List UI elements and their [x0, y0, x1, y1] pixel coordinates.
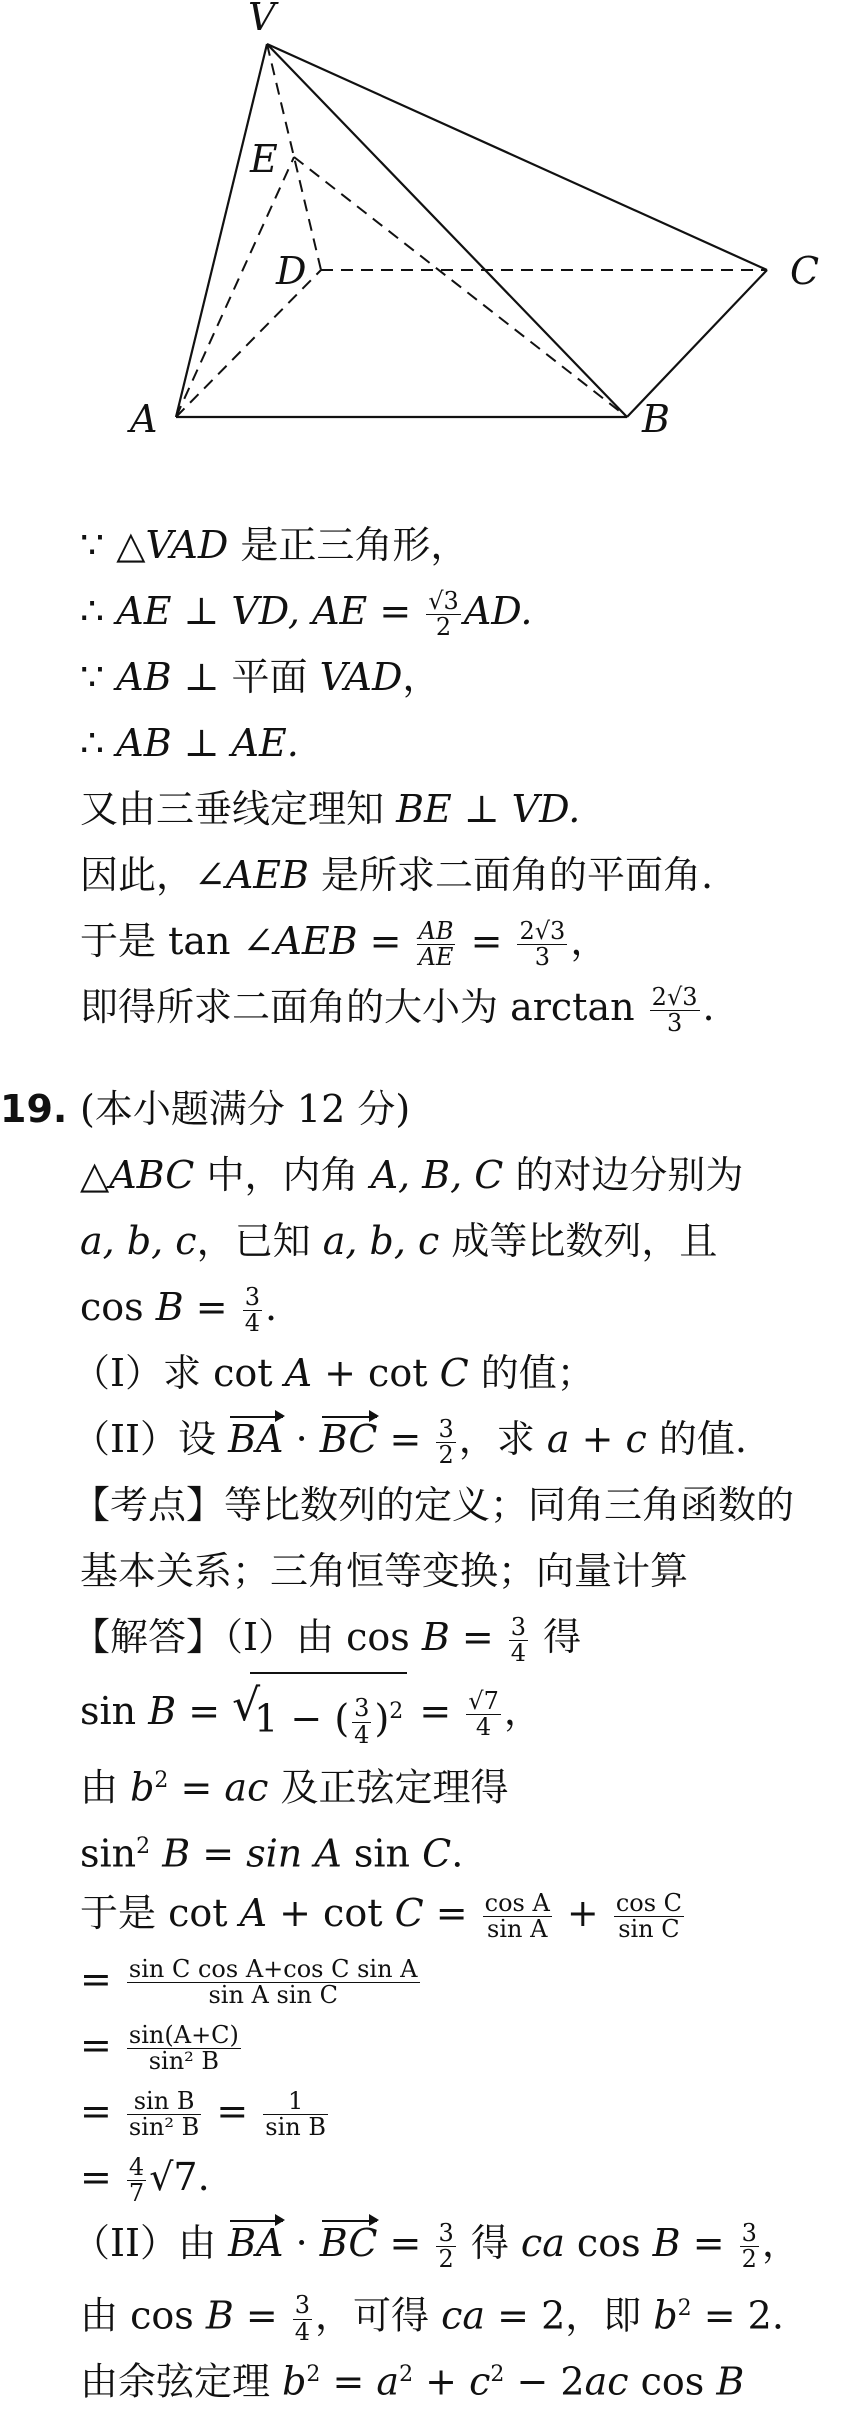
label-A: A	[130, 397, 158, 441]
proof-line-5: 又由三垂线定理知 BE ⊥ VD.	[80, 787, 581, 831]
vector-BA: BA	[228, 2212, 283, 2274]
knowledge-point-2: 基本关系；三角恒等变换；向量计算	[80, 1549, 689, 1593]
question-part-2: （II）设 BA · BC = $\frac{3}{2}$ ，求 a + c 的值.	[72, 1408, 747, 1470]
label-D: D	[276, 249, 307, 293]
answer-line-6: = $\frac{\text{sin C cos A+cos C sin A}}{\text{sin A sin C}}$	[80, 1954, 418, 2009]
proof-line-2: ∴ AE ⊥ VD, AE = $\frac{√3}{2}$ AD.	[80, 586, 533, 641]
proof-line-1: ∵ △VAD 是正三角形，	[80, 523, 469, 567]
vector-BC: BC	[320, 1408, 378, 1470]
knowledge-point-1: 【考点】等比数列的定义；同角三角函数的	[72, 1483, 795, 1527]
question-stem-3: cos B = $\frac{3}{4}$ .	[80, 1282, 278, 1337]
fraction: $\frac{√3}{2}$	[428, 586, 459, 641]
edge-VA	[176, 44, 267, 417]
answer-line-11: 由 cos B = $\frac{3}{4}$ ，可得 ca = 2，即 $b^2 = 2$.	[80, 2291, 784, 2346]
answer-line-5: 于是 cot A + cot C = $\frac{\text{cos A}}{\text{sin A}}$ + $\frac{\text{cos C}}{\text{sin C}}$	[80, 1888, 683, 1943]
label-B: B	[642, 397, 670, 441]
answer-line-9: = $\frac{4}{7}$ √7.	[80, 2152, 210, 2207]
answer-line-8: = $\frac{\text{sin B}}{\text{sin² B}}$ = $\frac{1}{\text{sin B}}$	[80, 2086, 326, 2141]
answer-line-2: sin B = √ 1 − ( $\frac{3}{4}$ )$^2$ = $\frac{√7}{4}$ ，	[80, 1672, 542, 1748]
answer-line-3: 由 $b^2$ = ac 及正弦定理得	[80, 1765, 509, 1810]
answer-line-4: $\sin^2 B = \sin A$ sin C.	[80, 1831, 464, 1876]
answer-line-12: 由余弦定理 $b^2 = a^2 + c^2 - 2ac$ cos B	[80, 2359, 745, 2404]
label-E: E	[250, 137, 278, 181]
answer-line-1: 【解答】（I）由 cos B = $\frac{3}{4}$ 得	[72, 1612, 582, 1667]
vector-BC: BC	[320, 2212, 378, 2274]
vector-BA: BA	[228, 1408, 283, 1470]
question-stem-2: a, b, c，已知 a, b, c 成等比数列，且	[80, 1219, 718, 1263]
label-V: V	[248, 0, 276, 39]
edge-VB	[267, 44, 627, 417]
question-part-1: （I）求 cot A + cot C 的值；	[72, 1351, 595, 1395]
proof-line-3: ∵ AB ⊥ 平面 VAD，	[80, 655, 441, 699]
proof-line-6: 因此，∠AEB 是所求二面角的平面角.	[80, 853, 714, 897]
question-header: (本小题满分 12 分)	[80, 1087, 411, 1131]
pyramid-figure	[0, 0, 863, 470]
proof-line-8: 即得所求二面角的大小为 arctan $\frac{2√3}{3}$ .	[80, 982, 715, 1037]
proof-line-4: ∴ AB ⊥ AE.	[80, 721, 299, 765]
answer-line-7: = $\frac{\sin(A+C)}{\text{sin² B}}$	[80, 2020, 239, 2075]
edge-VC	[267, 44, 767, 270]
question-stem-1: △ABC 中，内角 A, B, C 的对边分别为	[80, 1153, 744, 1197]
label-C: C	[790, 249, 820, 293]
edge-BC	[627, 270, 767, 417]
question-number: 19.	[0, 1087, 68, 1131]
proof-line-7: 于是 tan ∠AEB = $\frac{AB}{AE}$ = $\frac{2√3}{3}$ ，	[80, 916, 609, 971]
square-root: √ 1 − ( $\frac{3}{4}$ )$^2$	[232, 1672, 407, 1757]
edge-EB	[294, 157, 627, 417]
answer-line-10: （II）由 BA · BC = $\frac{3}{2}$ 得 ca cos B = $\frac{3}{2}$ ，	[72, 2212, 800, 2274]
